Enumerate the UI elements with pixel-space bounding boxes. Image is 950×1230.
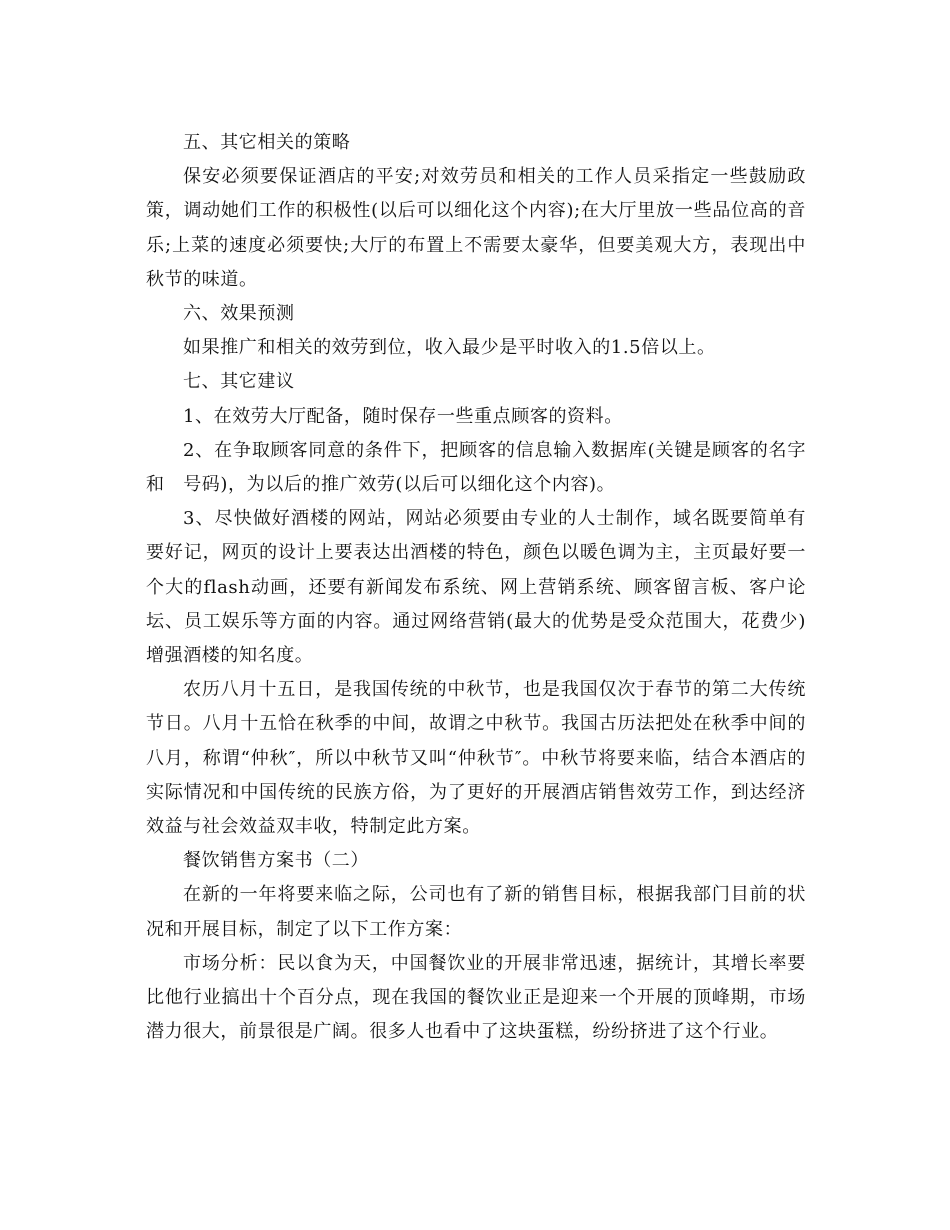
paragraph-suggestion-1: 1、在效劳大厅配备，随时保存一些重点顾客的资料。: [183, 405, 623, 427]
section-heading-other-strategies: 五、其它相关的策略: [183, 132, 351, 153]
paragraph-suggestion-3: 3、尽快做好酒楼的网站，网站必须要由专业的人士制作，域名既要简单有要好记，网页的设计上要表达出酒楼的特色，颜色以暖色调为主，主页最好要一个大的flash动画，还要有新闻发布系统、网上营销系统、顾客留言板、客户论坛、员工娱乐等方面的内容。通过网络营销(最大的优势是受众范围大，花费少)增强酒楼的知名度。: [146, 508, 806, 667]
paragraph-market-analysis: 市场分析：民以食为天，中国餐饮业的开展非常迅速，据统计，其增长率要比他行业搞出十个百分点，现在我国的餐饮业正是迎来一个开展的顶峰期，市场潜力很大，前景很是广阔。很多人也看中了这块蛋糕，纷纷挤进了这个行业。: [146, 952, 806, 1043]
section-heading-plan-two: 餐饮销售方案书（二）: [183, 850, 369, 872]
paragraph-mid-autumn-intro: 农历八月十五日，是我国传统的中秋节，也是我国仅次于春节的第二大传统节日。八月十五恰在秋季的中间，故谓之中秋节。我国古历法把处在秋季中间的八月，称谓“仲秋″，所以中秋节又叫“仲秋节″。中秋节将要来临，结合本酒店的实际情况和中国传统的民族方俗，为了更好的开展酒店销售效劳工作，到达经济效益与社会效益双丰收，特制定此方案。: [146, 679, 806, 838]
section-heading-effect-forecast: 六、效果预测: [183, 303, 295, 325]
document-body: [146, 126, 806, 1049]
paragraph-suggestion-2: 2、在争取顾客同意的条件下，把顾客的信息输入数据库(关键是顾客的名字和 号码)，为以后的推广效劳(以后可以细化这个内容)。: [146, 439, 806, 496]
paragraph-strategies: 保安必须要保证酒店的平安;对效劳员和相关的工作人员采指定一些鼓励政策，调动她们工作的积极性(以后可以细化这个内容);在大厅里放一些品位高的音乐;上菜的速度必须要快;大厅的布置上不需要太豪华，但要美观大方，表现出中秋节的味道。: [146, 166, 806, 290]
paragraph-new-year-plan: 在新的一年将要来临之际，公司也有了新的销售目标，根据我部门目前的状况和开展目标，制定了以下工作方案：: [146, 884, 806, 940]
paragraph-forecast: 如果推广和相关的效劳到位，收入最少是平时收入的1.5倍以上。: [183, 337, 716, 359]
section-heading-other-suggestions: 七、其它建议: [183, 371, 295, 393]
